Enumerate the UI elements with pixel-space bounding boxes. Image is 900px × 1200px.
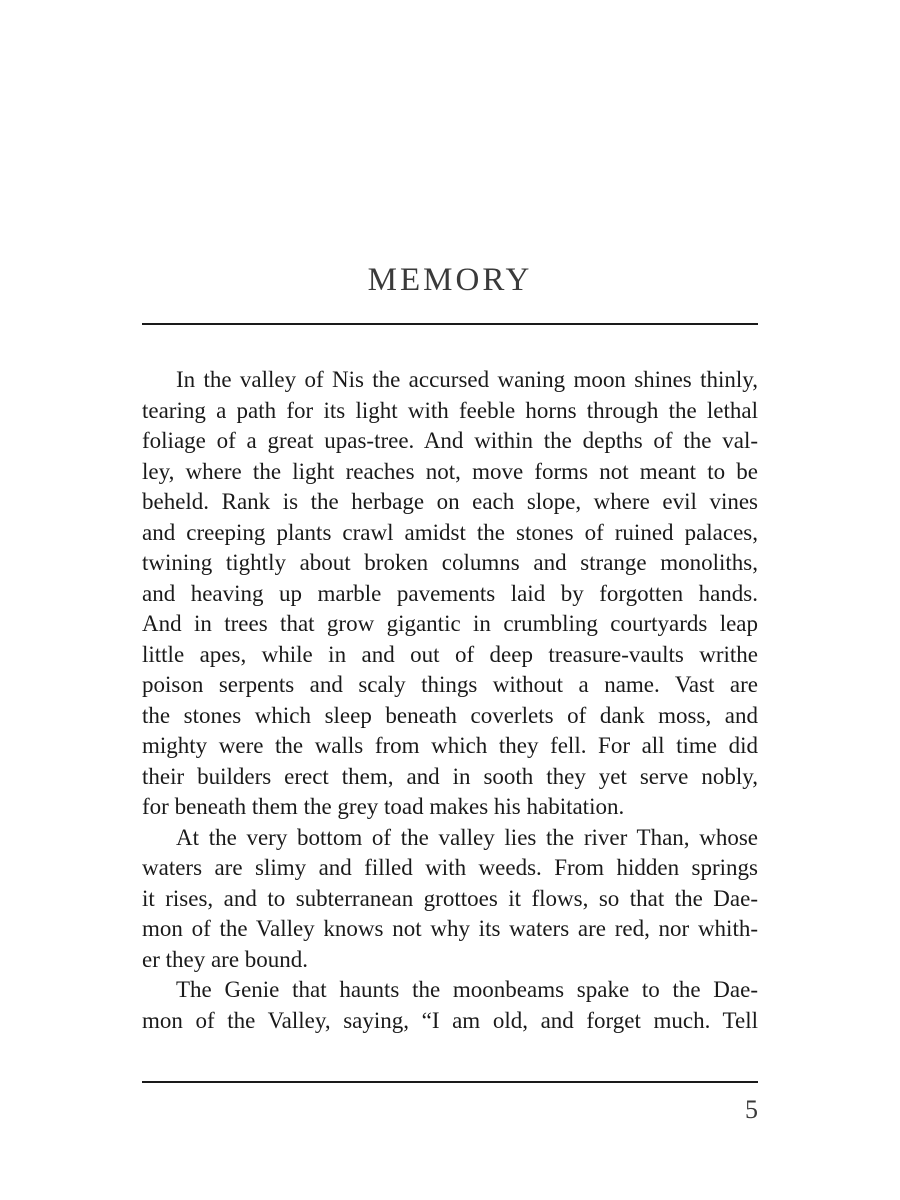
paragraph-2 [142, 823, 758, 976]
text-line: At the very bottom of the valley lies the river Than, whose [176, 824, 758, 850]
text-line: waters are slimy and filled with weeds. From hidden springs [142, 855, 758, 880]
page-number: 5 [745, 1095, 758, 1124]
text-line: and creeping plants crawl amidst the stones of ruined palaces, [142, 519, 758, 545]
top-rule [142, 323, 758, 325]
text-line: ley, where the light reaches not, move forms not meant to be [142, 458, 758, 484]
text-line: the stones which sleep beneath coverlets of dank moss, and [142, 702, 758, 728]
text-line: little apes, while in and out of deep treasure-vaults writhe [142, 641, 758, 667]
text-line: mighty were the walls from which they fell. For all time did [142, 733, 758, 758]
text-line: The Genie that haunts the moonbeams spake to the Dae- [176, 977, 758, 1002]
bottom-rule [142, 1081, 758, 1083]
text-line: and heaving up marble pavements laid by forgotten hands. [142, 580, 758, 606]
paragraph-3 [142, 975, 758, 1036]
text-line: for beneath them the grey toad makes his habitation. [142, 794, 625, 819]
text-line: tearing a path for its light with feeble horns through the lethal [142, 397, 758, 423]
text-line: er they are bound. [142, 946, 309, 972]
text-line: their builders erect them, and in sooth they yet serve nobly, [142, 763, 758, 789]
text-line: In the valley of Nis the accursed waning moon shines thinly, [176, 367, 758, 392]
text-line: beheld. Rank is the herbage on each slope, where evil vines [142, 489, 758, 514]
body-text [142, 365, 758, 1036]
text-line: poison serpents and scaly things without a name. Vast are [142, 672, 758, 697]
text-line: And in trees that grow gigantic in crumbling courtyards leap [142, 611, 758, 636]
text-line: mon of the Valley knows not why its waters are red, nor whith- [142, 916, 758, 941]
page-title: MEMORY [367, 262, 533, 298]
text-line: twining tightly about broken columns and strange monoliths, [142, 550, 758, 575]
text-line: mon of the Valley, saying, “I am old, and forget much. Tell [142, 1007, 758, 1033]
text-line: foliage of a great upas-tree. And within the depths of the val- [142, 428, 758, 453]
text-line: it rises, and to subterranean grottoes it flows, so that the Dae- [142, 885, 758, 911]
paragraph-1 [142, 365, 758, 823]
